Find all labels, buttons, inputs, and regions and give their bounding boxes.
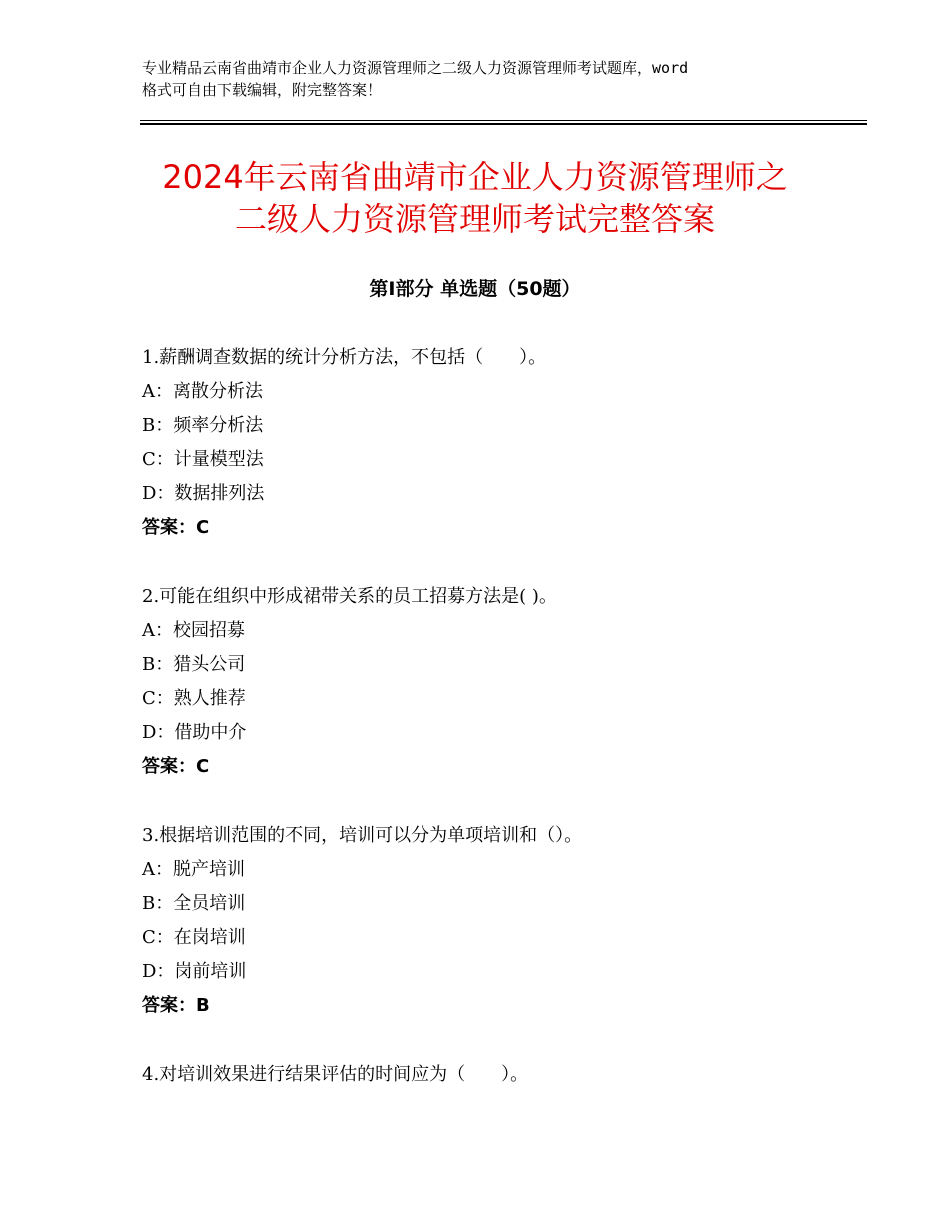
document-title-line-2: 二级人力资源管理师考试完整答案 bbox=[234, 200, 715, 238]
answer-label: 答案：B bbox=[142, 995, 210, 1016]
option-c: C：计量模型法 bbox=[142, 449, 264, 470]
answer-label: 答案：C bbox=[142, 756, 210, 777]
question-2 bbox=[142, 580, 842, 784]
option-d: D：岗前培训 bbox=[142, 961, 247, 982]
option-b: B：频率分析法 bbox=[142, 415, 264, 436]
option-c: C：在岗培训 bbox=[142, 927, 246, 948]
option-b: B：猎头公司 bbox=[142, 654, 246, 675]
document-title-line-1: 2024年云南省曲靖市企业人力资源管理师之 bbox=[162, 158, 788, 196]
question-4 bbox=[142, 1058, 842, 1092]
header-note-line-2: 格式可自由下载编辑，附完整答案！ bbox=[142, 81, 383, 99]
option-d: D：数据排列法 bbox=[142, 483, 265, 504]
document-title bbox=[100, 156, 850, 240]
section-title: 第Ⅰ部分 单选题（50题） bbox=[369, 278, 581, 300]
question-stem: 4.对培训效果进行结果评估的时间应为（ ）。 bbox=[142, 1064, 529, 1085]
option-d: D：借助中介 bbox=[142, 722, 247, 743]
question-3 bbox=[142, 819, 842, 1023]
question-stem: 2.可能在组织中形成裙带关系的员工招募方法是( )。 bbox=[142, 586, 557, 607]
option-c: C：熟人推荐 bbox=[142, 688, 246, 709]
question-stem: 3.根据培训范围的不同，培训可以分为单项培训和（）。 bbox=[142, 825, 583, 846]
answer-label: 答案：C bbox=[142, 517, 210, 538]
option-a: A：校园招募 bbox=[142, 620, 245, 641]
option-a: A：离散分析法 bbox=[142, 381, 263, 402]
header-note-line-1: 专业精品云南省曲靖市企业人力资源管理师之二级人力资源管理师考试题库，word bbox=[142, 59, 689, 77]
header-divider bbox=[140, 120, 867, 125]
question-stem: 1.薪酬调查数据的统计分析方法，不包括（ ）。 bbox=[142, 347, 547, 368]
option-a: A：脱产培训 bbox=[142, 859, 245, 880]
option-b: B：全员培训 bbox=[142, 893, 246, 914]
header-note bbox=[142, 57, 822, 101]
question-1 bbox=[142, 341, 842, 545]
